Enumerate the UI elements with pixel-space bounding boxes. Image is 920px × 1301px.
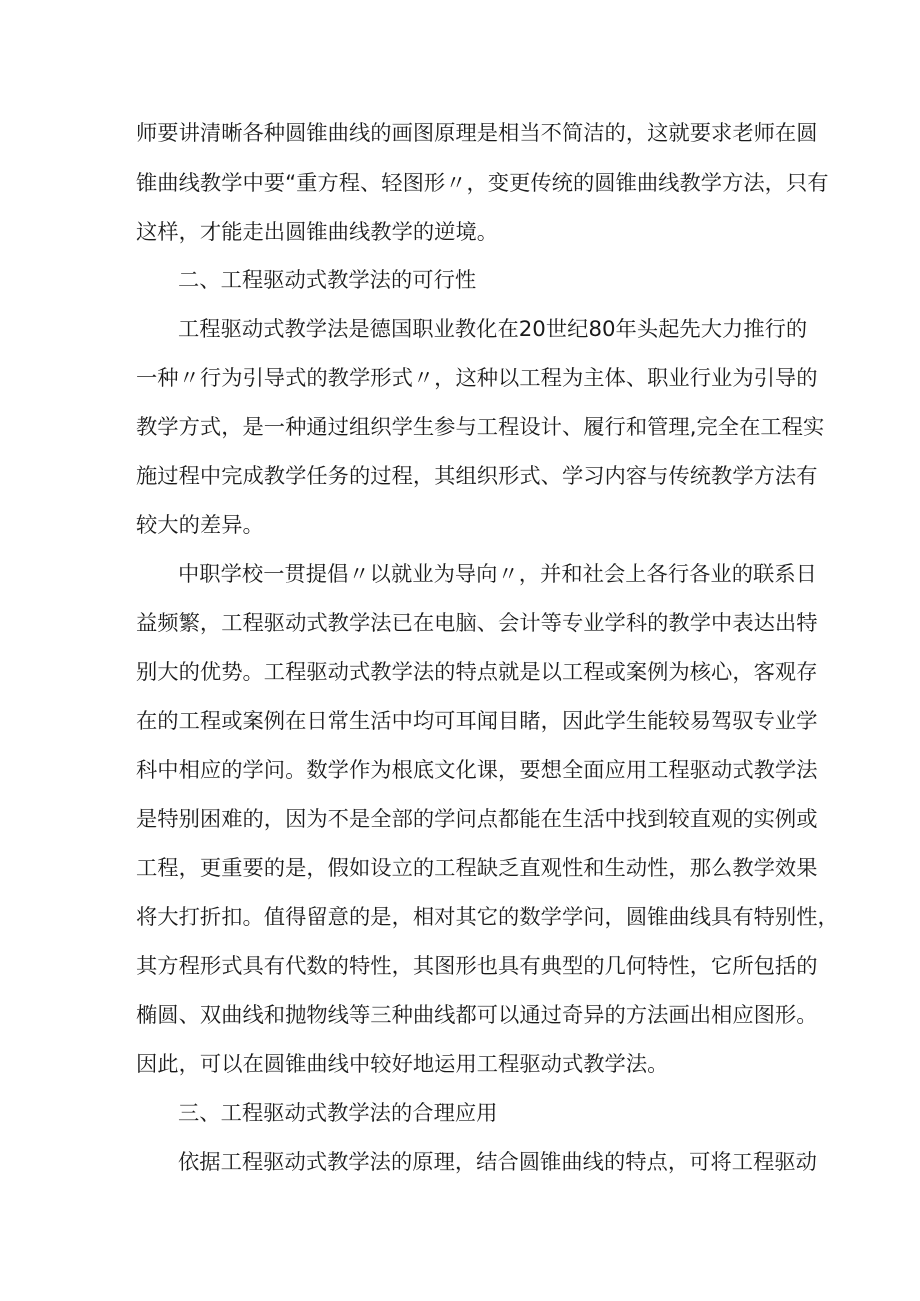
paragraph-line: 锥曲线教学中要“重方程、轻图形〃，变更传统的圆锥曲线教学方法，只有 <box>136 171 829 196</box>
paragraph-line: 将大打折扣。值得留意的是，相对其它的数学学问，圆锥曲线具有特别性， <box>136 905 839 930</box>
paragraph-line: 其方程形式具有代数的特性，其图形也具有典型的几何特性，它所包括的 <box>136 954 818 979</box>
paragraph-line: 一种〃行为引导式的教学形式〃，这种以工程为主体、职业行业为引导的 <box>136 366 818 391</box>
paragraph-line: 这样，才能走出圆锥曲线教学的逆境。 <box>136 220 499 245</box>
paragraph-line: 中职学校一贯提倡〃以就业为导向〃，并和社会上各行各业的联系日 <box>178 562 817 587</box>
section-heading-3: 三、工程驱动式教学法的合理应用 <box>178 1101 498 1126</box>
paragraph-line: 工程驱动式教学法是德国职业教化在20世纪80年头起先大力推行的 <box>178 317 808 342</box>
paragraph-line: 椭圆、双曲线和抛物线等三种曲线都可以通过奇异的方法画出相应图形。 <box>136 1003 818 1028</box>
paragraph-line: 在的工程或案例在日常生活中均可耳闻目睹，因此学生能较易驾驭专业学 <box>136 709 818 734</box>
paragraph-line: 益频繁，工程驱动式教学法已在电脑、会计等专业学科的教学中表达出特 <box>136 611 818 636</box>
paragraph-line: 是特别困难的，因为不是全部的学问点都能在生活中找到较直观的实例或 <box>136 807 818 832</box>
paragraph-line: 别大的优势。工程驱动式教学法的特点就是以工程或案例为核心，客观存 <box>136 660 818 685</box>
section-heading-2: 二、工程驱动式教学法的可行性 <box>178 268 477 293</box>
paragraph-line: 科中相应的学问。数学作为根底文化课，要想全面应用工程驱动式教学法 <box>136 758 818 783</box>
paragraph-line: 师要讲清晰各种圆锥曲线的画图原理是相当不简洁的，这就要求老师在圆 <box>136 121 818 146</box>
paragraph-line: 依据工程驱动式教学法的原理，结合圆锥曲线的特点，可将工程驱动 <box>178 1150 817 1175</box>
paragraph-line: 教学方式，是一种通过组织学生参与工程设计、履行和管理,完全在工程实 <box>136 415 825 440</box>
paragraph-line: 工程，更重要的是，假如设立的工程缺乏直观性和生动性，那么教学效果 <box>136 856 818 881</box>
paragraph-line: 因此，可以在圆锥曲线中较好地运用工程驱动式教学法。 <box>136 1052 669 1077</box>
paragraph-line: 较大的差异。 <box>136 513 264 538</box>
paragraph-line: 施过程中完成教学任务的过程，其组织形式、学习内容与传统教学方法有 <box>136 464 818 489</box>
